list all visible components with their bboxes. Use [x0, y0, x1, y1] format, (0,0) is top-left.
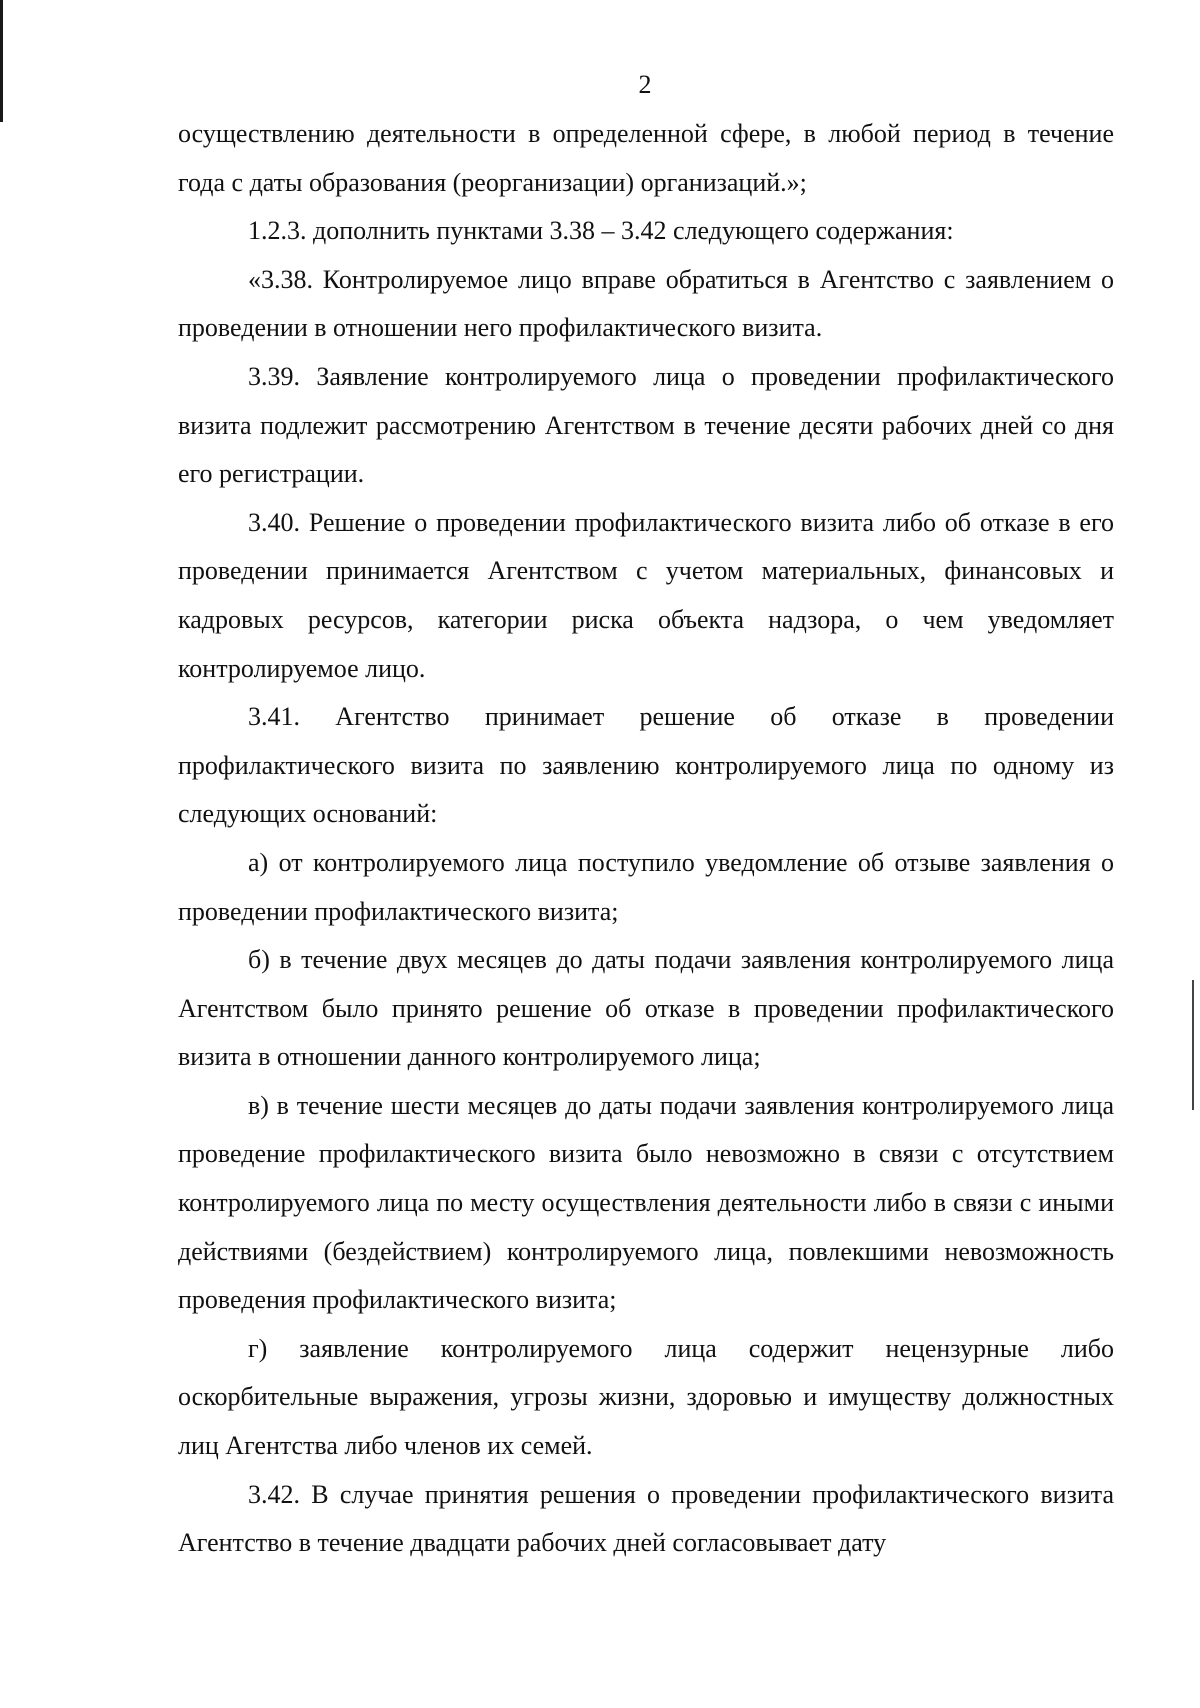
paragraph-5: 3.40. Решение о проведении профилактического визита либо об отказе в его проведении принимается Агентством с учетом материальных, финансовых и кадровых ресурсов, категории риска объекта надзора, о чем уведомляет контролируемое лицо. [178, 507, 1114, 683]
scan-edge-right [1192, 980, 1194, 1110]
paragraph-11: 3.42. В случае принятия решения о проведении профилактического визита Агентство в течение двадцати рабочих дней согласовывает дату [178, 1479, 1114, 1558]
paragraph-2: 1.2.3. дополнить пунктами 3.38 – 3.42 следующего содержания: [248, 216, 954, 246]
document-body [178, 110, 1114, 1568]
paragraph-4: 3.39. Заявление контролируемого лица о проведении профилактического визита подлежит рассмотрению Агентством в течение десяти рабочих дней со дня его регистрации. [178, 361, 1114, 489]
page-number: 2 [638, 70, 652, 99]
paragraph-3: «3.38. Контролируемое лицо вправе обратиться в Агентство с заявлением о проведении в отношении него профилактического визита. [178, 264, 1114, 343]
paragraph-7: а) от контролируемого лица поступило уведомление об отзыве заявления о проведении профилактического визита; [178, 847, 1114, 926]
paragraph-9: в) в течение шести месяцев до даты подачи заявления контролируемого лица проведение профилактического визита было невозможно в связи с отсутствием контролируемого лица по месту осуществления деятельности либо в связи с иными действиями (бездействием) контролируемого лица, повлекшими невозможность проведения профилактического визита; [178, 1090, 1114, 1315]
paragraph-8: б) в течение двух месяцев до даты подачи заявления контролируемого лица Агентством было принято решение об отказе в проведении профилактического визита в отношении данного контролируемого лица; [178, 945, 1114, 1072]
paragraph-1: осуществлению деятельности в определенной сфере, в любой период в течение года с даты образования (реорганизации) организаций.»; [178, 119, 1114, 197]
paragraph-6: 3.41. Агентство принимает решение об отказе в проведении профилактического визита по заявлению контролируемого лица по одному из следующих оснований: [178, 702, 1114, 829]
paragraph-10: г) заявление контролируемого лица содержит нецензурные либо оскорбительные выражения, угрозы жизни, здоровью и имуществу должностных лиц Агентства либо членов их семей. [178, 1333, 1114, 1461]
scan-edge-left [0, 0, 3, 122]
